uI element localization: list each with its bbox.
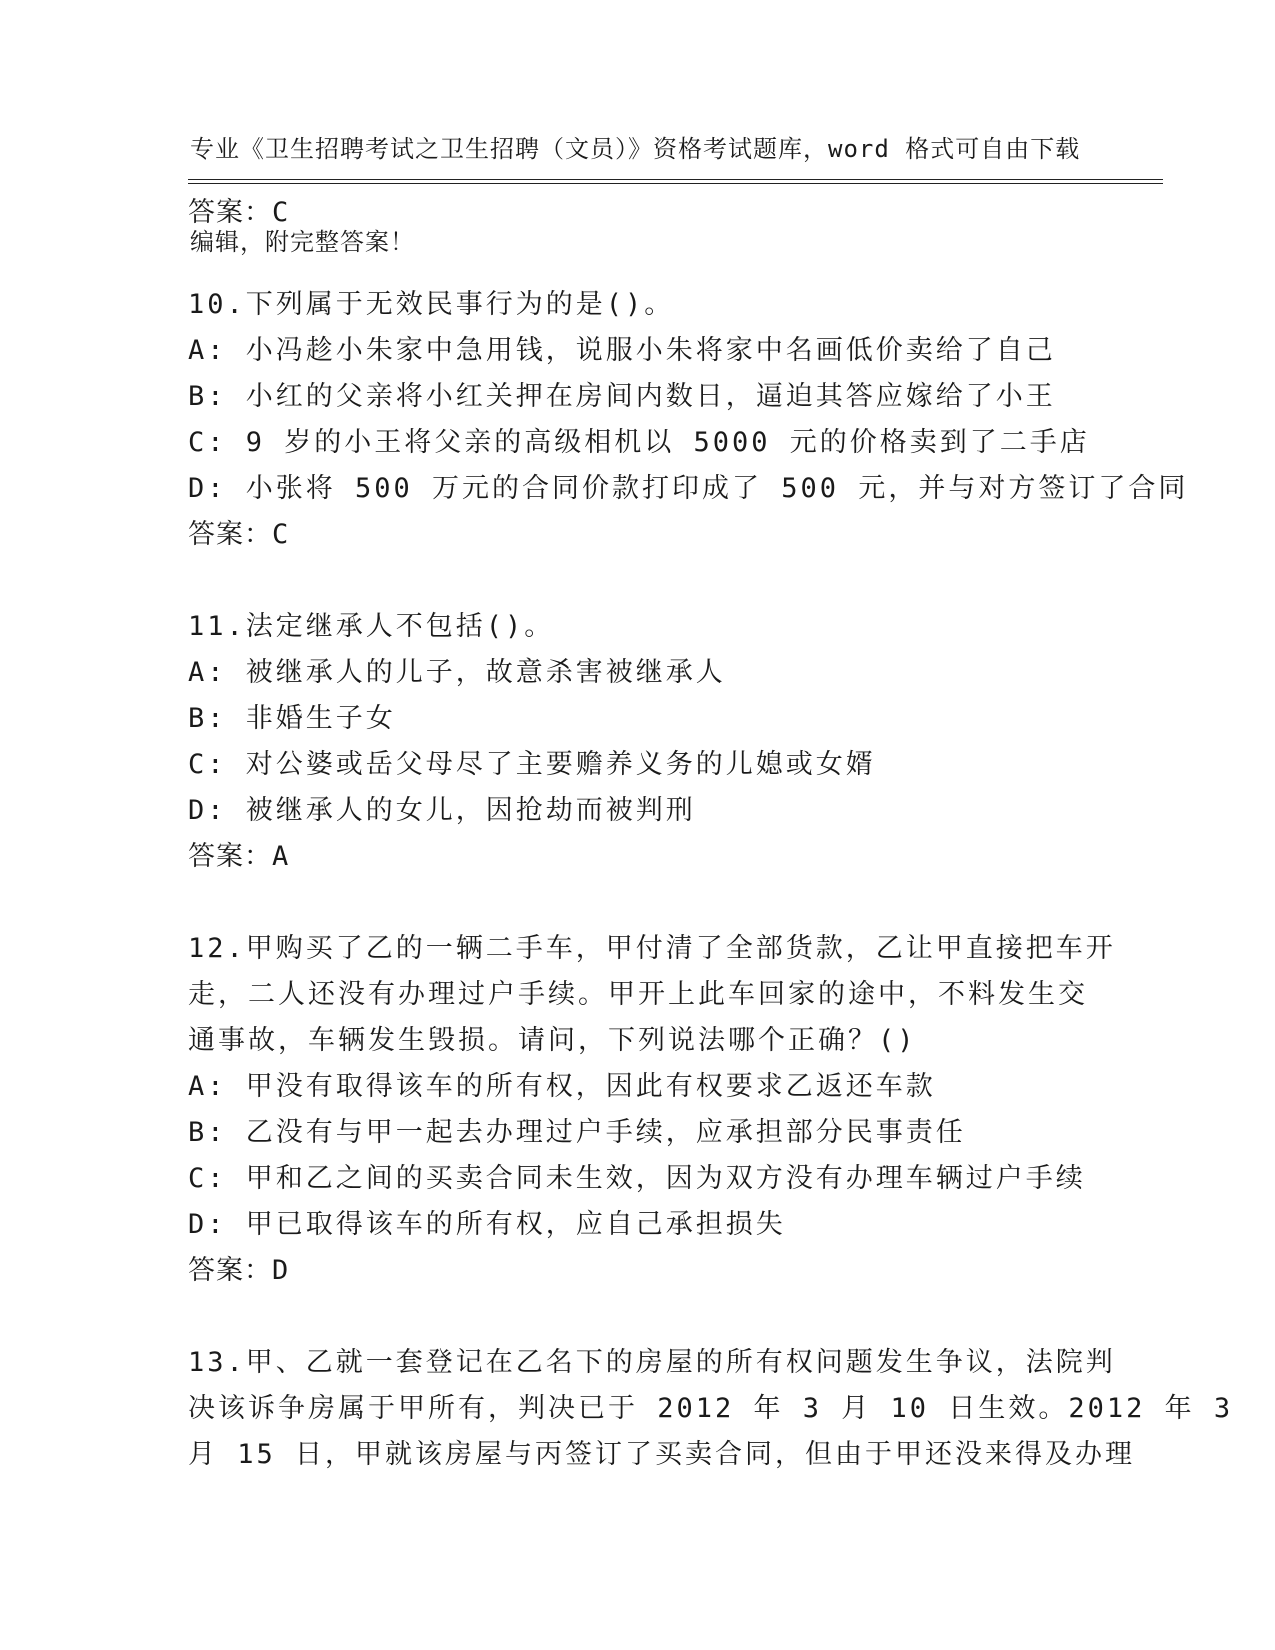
option-c: C: 甲和乙之间的买卖合同未生效，因为双方没有办理车辆过户手续 bbox=[188, 1163, 1086, 1194]
spacer bbox=[188, 236, 1088, 282]
option-c: C: 对公婆或岳父母尽了主要赡养义务的儿媳或女婿 bbox=[188, 749, 876, 780]
question-stem: 月 15 日，甲就该房屋与丙签订了买卖合同，但由于甲还没来得及办理 bbox=[188, 1439, 1136, 1470]
question-block bbox=[188, 282, 1189, 558]
option-a: A: 被继承人的儿子，故意杀害被继承人 bbox=[188, 657, 726, 688]
question-stem: 走，二人还没有办理过户手续。甲开上此车回家的途中，不料发生交 bbox=[188, 979, 1088, 1010]
header-line-2: 编辑，附完整答案！ bbox=[190, 228, 415, 256]
question-content bbox=[188, 190, 1234, 1478]
spacer bbox=[188, 1294, 1088, 1340]
question-stem: 12.甲购买了乙的一辆二手车，甲付清了全部货款，乙让甲直接把车开 bbox=[188, 933, 1116, 964]
question-stem: 决该诉争房属于甲所有，判决已于 2012 年 3 月 10 日生效。2012 年 3 bbox=[188, 1393, 1234, 1424]
answer-line: 答案：D bbox=[188, 1255, 290, 1286]
question-stem: 13.甲、乙就一套登记在乙名下的房屋的所有权问题发生争议，法院判 bbox=[188, 1347, 1116, 1378]
option-a: A: 甲没有取得该车的所有权，因此有权要求乙返还车款 bbox=[188, 1071, 936, 1102]
question-block bbox=[188, 604, 1088, 880]
answer-line: 答案：A bbox=[188, 841, 290, 872]
spacer bbox=[188, 558, 1088, 604]
spacer bbox=[188, 880, 1088, 926]
option-b: B: 非婚生子女 bbox=[188, 703, 396, 734]
question-block bbox=[188, 926, 1116, 1294]
question-stem: 10.下列属于无效民事行为的是()。 bbox=[188, 289, 675, 320]
option-d: D: 甲已取得该车的所有权，应自己承担损失 bbox=[188, 1209, 786, 1240]
option-d: D: 被继承人的女儿，因抢劫而被判刑 bbox=[188, 795, 696, 826]
option-d: D: 小张将 500 万元的合同价款打印成了 500 元，并与对方签订了合同 bbox=[188, 473, 1189, 504]
question-block bbox=[188, 1340, 1234, 1478]
header-line-1: 专业《卫生招聘考试之卫生招聘（文员）》资格考试题库，word 格式可自由下载 bbox=[190, 135, 1081, 163]
question-stem: 11.法定继承人不包括()。 bbox=[188, 611, 555, 642]
answer-line: 答案：C bbox=[188, 519, 290, 550]
answer-line: 答案：C bbox=[188, 197, 290, 228]
header-divider-top bbox=[188, 179, 1163, 180]
option-b: B: 小红的父亲将小红关押在房间内数日，逼迫其答应嫁给了小王 bbox=[188, 381, 1056, 412]
option-b: B: 乙没有与甲一起去办理过户手续，应承担部分民事责任 bbox=[188, 1117, 966, 1148]
option-a: A: 小冯趁小朱家中急用钱，说服小朱将家中名画低价卖给了自己 bbox=[188, 335, 1056, 366]
option-c: C: 9 岁的小王将父亲的高级相机以 5000 元的价格卖到了二手店 bbox=[188, 427, 1090, 458]
question-stem: 通事故，车辆发生毁损。请问，下列说法哪个正确？() bbox=[188, 1025, 917, 1056]
header-divider-bottom bbox=[188, 183, 1163, 184]
